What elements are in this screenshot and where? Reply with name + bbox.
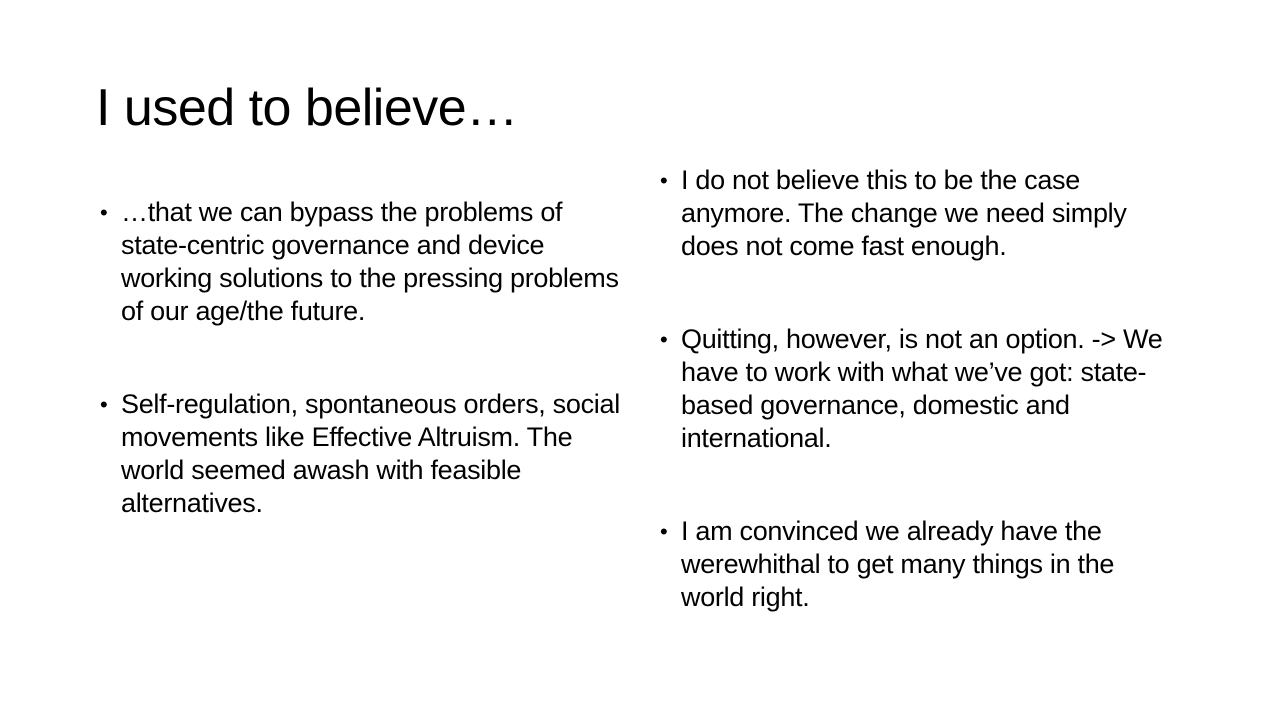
slide-title: I used to believe…: [96, 79, 518, 137]
bullet-text: I am convinced we already have the werewhithal to get many things in the world right.: [681, 516, 1115, 612]
left-bullet-item: [100, 196, 620, 328]
right-column: [660, 164, 1180, 614]
bullet-text: …that we can bypass the problems of state-centric governance and device working solutions to the pressing problems of our age/the future.: [121, 197, 619, 326]
right-bullet-item: [660, 323, 1180, 455]
bullet-icon: •: [100, 200, 108, 225]
bullet-icon: •: [660, 168, 668, 193]
bullet-icon: •: [660, 519, 668, 544]
bullet-icon: •: [100, 392, 108, 417]
bullet-text: Quitting, however, is not an option. -> We have to work with what we’ve got: state-based governance, domestic and international.: [681, 324, 1163, 453]
right-bullet-item: [660, 515, 1180, 614]
bullet-text: I do not believe this to be the case anymore. The change we need simply does not come fast enough.: [681, 165, 1127, 261]
left-column: [100, 196, 620, 520]
right-bullet-item: [660, 164, 1180, 263]
bullet-text: Self-regulation, spontaneous orders, social movements like Effective Altruism. The world seemed awash with feasible alternatives.: [121, 389, 620, 518]
bullet-icon: •: [660, 327, 668, 352]
left-bullet-item: [100, 388, 620, 520]
